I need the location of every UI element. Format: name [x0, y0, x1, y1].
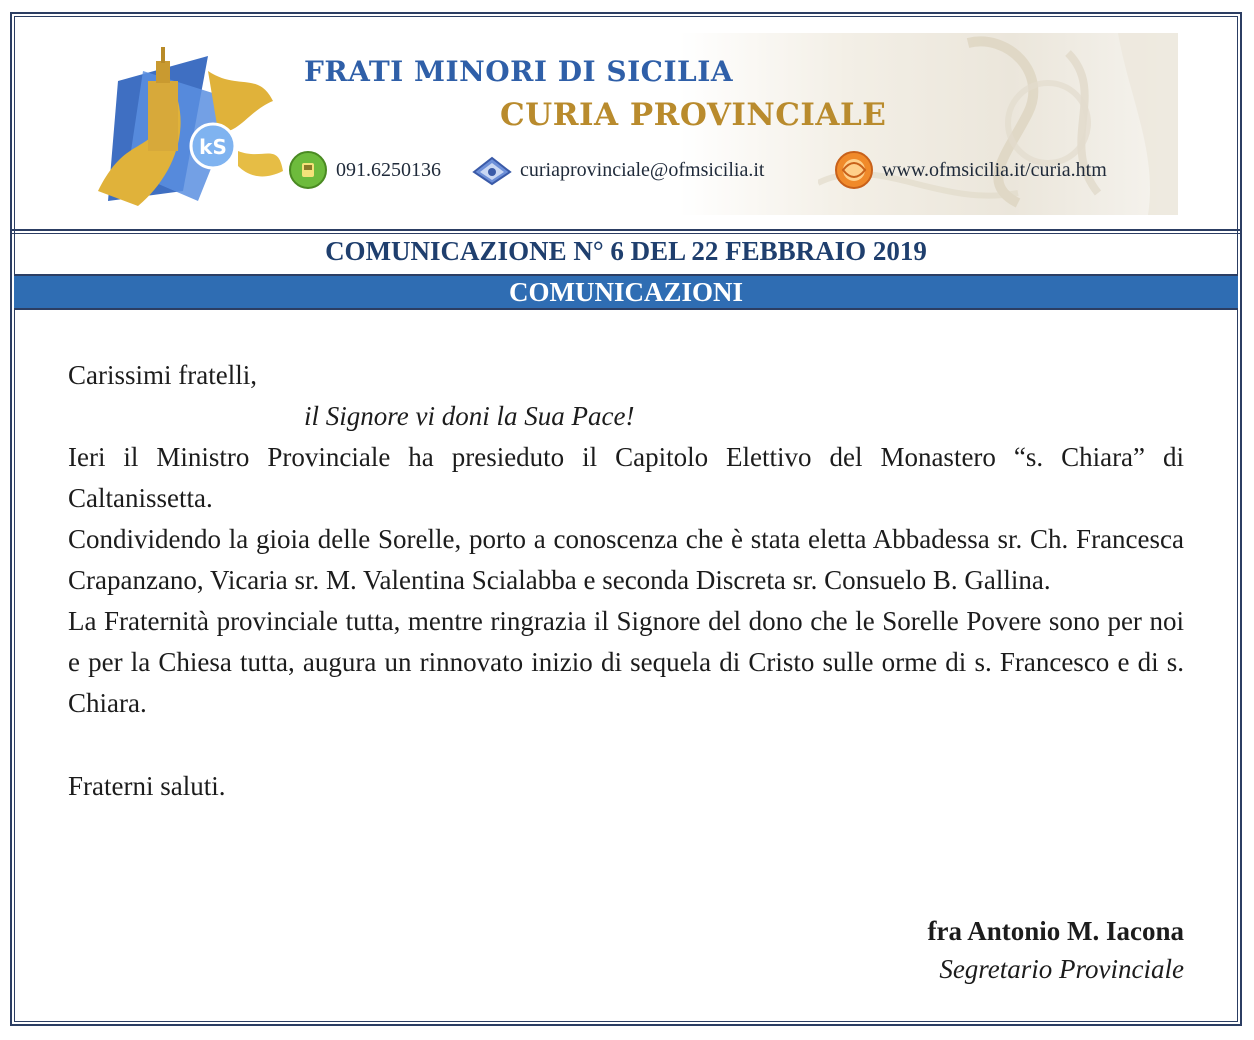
signatory-name: fra Antonio M. Iacona: [927, 916, 1184, 946]
header-divider: [10, 229, 1242, 231]
contact-phone: [288, 149, 441, 191]
signatory-role: Segretario Provinciale: [939, 954, 1184, 984]
letter-body: [68, 355, 1184, 807]
letter-blessing: il Signore vi doni la Sua Pace!: [304, 401, 635, 431]
email-icon: [472, 150, 512, 190]
letter-paragraph: Condividendo la gioia delle Sorelle, porto a conoscenza che è stata eletta Abbadessa sr. Ch. Francesca Crapanzano, Vicaria sr. M. Valentina Scialabba e seconda Discreta sr. Consuelo B. Gallina.: [68, 524, 1184, 595]
letter-closing: Fraterni saluti.: [68, 771, 226, 801]
letterhead-banner: [70, 33, 1178, 215]
communication-title: COMUNICAZIONE N° 6 DEL 22 FEBBRAIO 2019: [325, 236, 927, 266]
letter-greeting: Carissimi fratelli,: [68, 360, 257, 390]
org-name: FRATI MINORI DI SICILIA: [304, 55, 734, 88]
email-address[interactable]: curiaprovinciale@ofmsicilia.it: [520, 158, 765, 181]
org-subtitle: CURIA PROVINCIALE: [500, 97, 887, 133]
section-label: COMUNICAZIONI: [508, 277, 743, 307]
signature-block: [928, 912, 1185, 988]
website-url[interactable]: www.ofmsicilia.it/curia.htm: [882, 158, 1107, 181]
letter-paragraph: La Fraternità provinciale tutta, mentre ringrazia il Signore del dono che le Sorelle Povere sono per noi e per la Chiesa tutta, augura un rinnovato inizio di sequela di Cristo sulle orme di s. Francesco e di s. Chiara.: [68, 606, 1184, 718]
web-icon: [834, 150, 874, 190]
contact-website: [834, 149, 1107, 191]
phone-icon: [288, 150, 328, 190]
contact-email: [472, 149, 764, 191]
section-bar: [14, 274, 1238, 310]
logo-emblem: [88, 41, 288, 211]
phone-number: 091.6250136: [336, 158, 441, 181]
letter-paragraph: Ieri il Ministro Provinciale ha presieduto il Capitolo Elettivo del Monastero “s. Chiara” di Caltanissetta.: [68, 442, 1184, 513]
logo-monogram: kS: [199, 135, 227, 159]
header-divider-thin: [10, 233, 1242, 234]
